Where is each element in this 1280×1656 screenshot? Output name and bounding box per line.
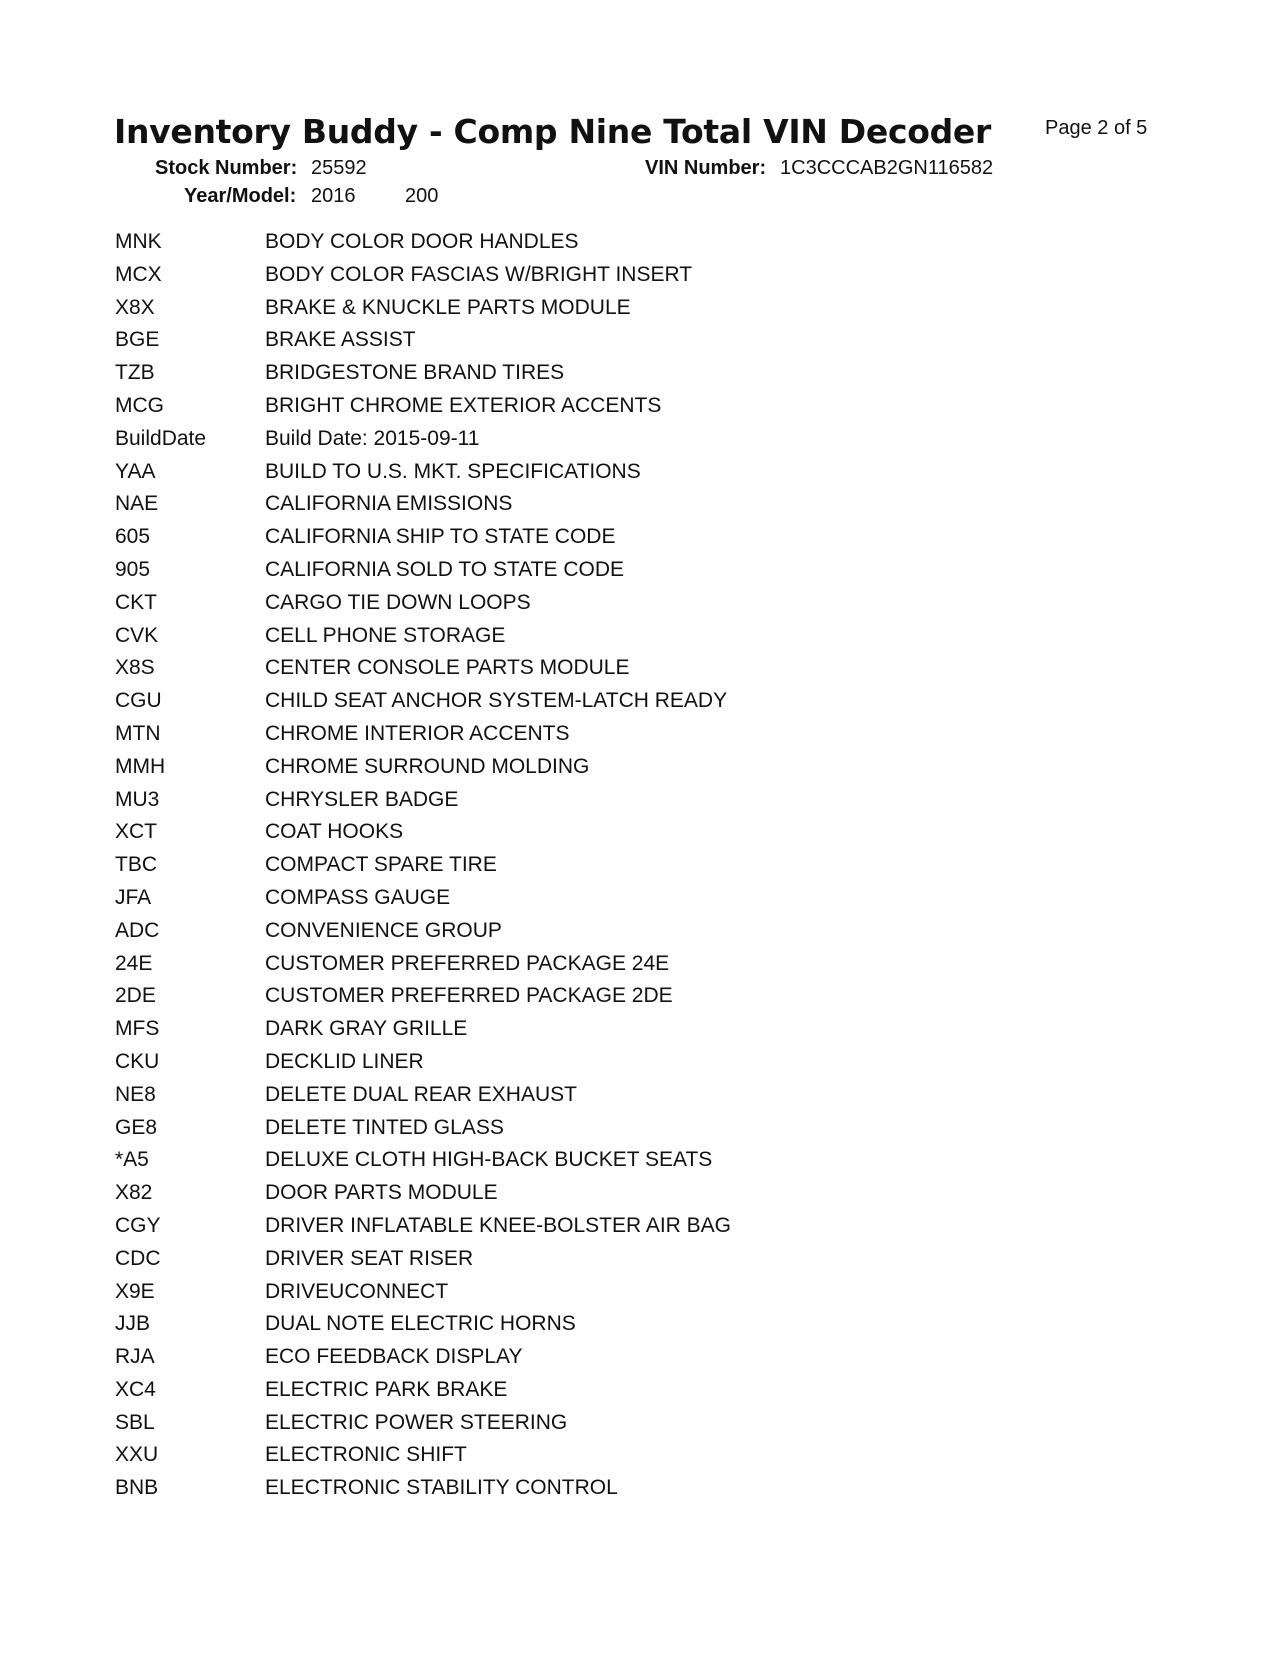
option-description: CHRYSLER BADGE bbox=[265, 787, 459, 811]
option-description: CENTER CONSOLE PARTS MODULE bbox=[265, 656, 630, 680]
stock-number-value: 25592 bbox=[311, 157, 367, 179]
option-code: YAA bbox=[115, 459, 156, 483]
option-description: BRAKE & KNUCKLE PARTS MODULE bbox=[265, 295, 631, 319]
option-code: TBC bbox=[115, 853, 157, 877]
option-code: MCG bbox=[115, 393, 164, 417]
option-description: BRIGHT CHROME EXTERIOR ACCENTS bbox=[265, 393, 662, 417]
option-code: BNB bbox=[115, 1476, 159, 1500]
option-description: Build Date: 2015-09-11 bbox=[265, 426, 480, 450]
option-description: DRIVEUCONNECT bbox=[265, 1279, 449, 1303]
option-code: MMH bbox=[115, 754, 166, 778]
option-description: CALIFORNIA EMISSIONS bbox=[265, 492, 513, 516]
option-description: CALIFORNIA SHIP TO STATE CODE bbox=[265, 525, 616, 549]
option-code: TZB bbox=[115, 361, 155, 385]
option-description: CONVENIENCE GROUP bbox=[265, 918, 502, 942]
option-code: BGE bbox=[115, 328, 160, 352]
option-code: CVK bbox=[115, 623, 159, 647]
option-code: NAE bbox=[115, 492, 159, 516]
option-description: DRIVER INFLATABLE KNEE-BOLSTER AIR BAG bbox=[265, 1213, 732, 1237]
option-description: ELECTRIC POWER STEERING bbox=[265, 1410, 568, 1434]
option-code: BuildDate bbox=[115, 426, 207, 450]
option-description: DARK GRAY GRILLE bbox=[265, 1017, 468, 1041]
option-description: DECKLID LINER bbox=[265, 1049, 424, 1073]
option-code: 24E bbox=[115, 951, 153, 975]
option-description: DRIVER SEAT RISER bbox=[265, 1246, 474, 1270]
option-code: NE8 bbox=[115, 1082, 156, 1106]
option-description: BRIDGESTONE BRAND TIRES bbox=[265, 361, 565, 385]
option-code: CDC bbox=[115, 1246, 161, 1270]
option-description: CUSTOMER PREFERRED PACKAGE 2DE bbox=[265, 984, 673, 1008]
option-description: CARGO TIE DOWN LOOPS bbox=[265, 590, 531, 614]
option-description: COMPASS GAUGE bbox=[265, 885, 451, 909]
option-code: GE8 bbox=[115, 1115, 158, 1139]
option-code: MTN bbox=[115, 721, 161, 745]
option-description: CALIFORNIA SOLD TO STATE CODE bbox=[265, 557, 625, 581]
option-description: COAT HOOKS bbox=[265, 820, 404, 844]
option-code: ADC bbox=[115, 918, 160, 942]
option-code: RJA bbox=[115, 1345, 155, 1369]
option-code: 605 bbox=[115, 525, 151, 549]
stock-number-label: Stock Number: bbox=[155, 157, 298, 179]
option-description: CHROME SURROUND MOLDING bbox=[265, 754, 590, 778]
option-description: BODY COLOR FASCIAS W/BRIGHT INSERT bbox=[265, 262, 693, 286]
option-code: X82 bbox=[115, 1181, 153, 1205]
option-description: DOOR PARTS MODULE bbox=[265, 1181, 498, 1205]
option-code: X9E bbox=[115, 1279, 155, 1303]
option-description: DELETE TINTED GLASS bbox=[265, 1115, 504, 1139]
vin-number-value: 1C3CCCAB2GN116582 bbox=[780, 157, 994, 179]
option-description: BRAKE ASSIST bbox=[265, 328, 416, 352]
vin-number-label: VIN Number: bbox=[645, 157, 767, 179]
option-description: ELECTRONIC STABILITY CONTROL bbox=[265, 1476, 618, 1500]
option-code: CKU bbox=[115, 1049, 160, 1073]
option-code: SBL bbox=[115, 1410, 155, 1434]
option-code: 905 bbox=[115, 557, 151, 581]
year-value: 2016 bbox=[311, 185, 356, 207]
option-code: MU3 bbox=[115, 787, 160, 811]
option-code: MFS bbox=[115, 1017, 160, 1041]
option-code: *A5 bbox=[115, 1148, 149, 1172]
option-code: XCT bbox=[115, 820, 157, 844]
option-description: BODY COLOR DOOR HANDLES bbox=[265, 230, 579, 253]
option-code: 2DE bbox=[115, 984, 156, 1008]
option-description: ELECTRONIC SHIFT bbox=[265, 1443, 467, 1467]
option-description: BUILD TO U.S. MKT. SPECIFICATIONS bbox=[265, 459, 641, 483]
option-code: CKT bbox=[115, 590, 157, 614]
option-description: CHILD SEAT ANCHOR SYSTEM-LATCH READY bbox=[265, 689, 728, 713]
option-description: CELL PHONE STORAGE bbox=[265, 623, 506, 647]
option-code: CGU bbox=[115, 689, 162, 713]
option-code: JFA bbox=[115, 885, 152, 909]
option-code: XC4 bbox=[115, 1377, 156, 1401]
option-description: DUAL NOTE ELECTRIC HORNS bbox=[265, 1312, 576, 1336]
option-description: DELUXE CLOTH HIGH-BACK BUCKET SEATS bbox=[265, 1148, 713, 1172]
model-value: 200 bbox=[405, 185, 439, 207]
option-description: ECO FEEDBACK DISPLAY bbox=[265, 1345, 523, 1369]
option-description: CHROME INTERIOR ACCENTS bbox=[265, 721, 570, 745]
option-code: JJB bbox=[115, 1312, 151, 1336]
option-code: MCX bbox=[115, 262, 162, 286]
option-code: CGY bbox=[115, 1213, 161, 1237]
option-code: X8S bbox=[115, 656, 155, 680]
year-model-label: Year/Model: bbox=[184, 185, 297, 207]
option-description: COMPACT SPARE TIRE bbox=[265, 853, 497, 877]
option-code: MNK bbox=[115, 230, 162, 253]
option-description: ELECTRIC PARK BRAKE bbox=[265, 1377, 508, 1401]
option-description: CUSTOMER PREFERRED PACKAGE 24E bbox=[265, 951, 670, 975]
option-description: DELETE DUAL REAR EXHAUST bbox=[265, 1082, 577, 1106]
report-title: Inventory Buddy - Comp Nine Total VIN Decoder bbox=[114, 112, 991, 151]
page-number: Page 2 of 5 bbox=[1045, 117, 1148, 139]
option-code: XXU bbox=[115, 1443, 159, 1467]
option-code: X8X bbox=[115, 295, 155, 319]
